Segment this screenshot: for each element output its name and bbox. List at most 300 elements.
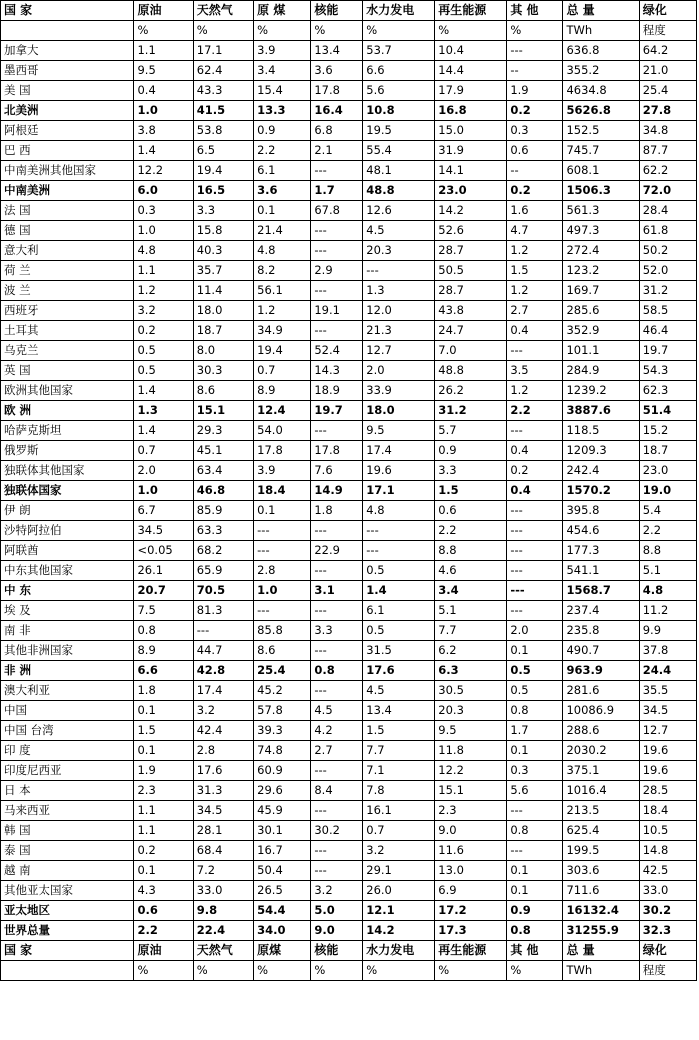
cell-value: 34.0 xyxy=(254,921,311,941)
table-row xyxy=(1,681,697,701)
cell-value: 0.1 xyxy=(507,861,563,881)
cell-value: 0.1 xyxy=(134,861,193,881)
cell-value: 8.9 xyxy=(134,641,193,661)
cell-value: 152.5 xyxy=(563,121,639,141)
cell-value: 12.0 xyxy=(363,301,435,321)
table-row xyxy=(1,521,697,541)
cell-value: 32.3 xyxy=(639,921,696,941)
cell-value: 48.8 xyxy=(435,361,507,381)
cell-value: TWh xyxy=(563,961,639,981)
cell-value: 1.1 xyxy=(134,801,193,821)
table-row xyxy=(1,621,697,641)
cell-value: --- xyxy=(311,221,363,241)
cell-value: --- xyxy=(311,761,363,781)
cell-value: 1239.2 xyxy=(563,381,639,401)
table-row xyxy=(1,501,697,521)
cell-value: 18.7 xyxy=(639,441,696,461)
row-label: 西班牙 xyxy=(1,301,134,321)
cell-value: 1.1 xyxy=(134,821,193,841)
cell-value: 1506.3 xyxy=(563,181,639,201)
cell-value: 62.2 xyxy=(639,161,696,181)
cell-value: 3.9 xyxy=(254,461,311,481)
cell-value: 8.9 xyxy=(254,381,311,401)
cell-value: 9.9 xyxy=(639,621,696,641)
cell-value: 1.1 xyxy=(134,261,193,281)
cell-value: 1.6 xyxy=(507,201,563,221)
cell-value: 4.3 xyxy=(134,881,193,901)
cell-value: 68.2 xyxy=(193,541,253,561)
row-label: 法 国 xyxy=(1,201,134,221)
cell-value: 48.1 xyxy=(363,161,435,181)
cell-value: 6.2 xyxy=(435,641,507,661)
cell-value: 1568.7 xyxy=(563,581,639,601)
row-label: 欧 洲 xyxy=(1,401,134,421)
cell-value: --- xyxy=(507,581,563,601)
cell-value: 48.8 xyxy=(363,181,435,201)
cell-value: 2.3 xyxy=(134,781,193,801)
row-label: 加拿大 xyxy=(1,41,134,61)
cell-value: 7.2 xyxy=(193,861,253,881)
cell-value: 43.3 xyxy=(193,81,253,101)
cell-value: 0.6 xyxy=(507,141,563,161)
cell-value: 0.2 xyxy=(507,461,563,481)
cell-value: 52.0 xyxy=(639,261,696,281)
cell-value: 70.5 xyxy=(193,581,253,601)
table-row xyxy=(1,761,697,781)
table-row xyxy=(1,541,697,561)
cell-value: 17.9 xyxy=(435,81,507,101)
cell-value: -- xyxy=(507,61,563,81)
cell-value: 29.1 xyxy=(363,861,435,881)
cell-value: 284.9 xyxy=(563,361,639,381)
cell-value: 31.5 xyxy=(363,641,435,661)
cell-value: 6.1 xyxy=(363,601,435,621)
cell-value: 0.9 xyxy=(254,121,311,141)
cell-value: % xyxy=(254,961,311,981)
cell-value: % xyxy=(193,21,253,41)
cell-value: 1.5 xyxy=(507,261,563,281)
table-row xyxy=(1,421,697,441)
cell-value: 19.4 xyxy=(254,341,311,361)
cell-value: 17.3 xyxy=(435,921,507,941)
cell-value: 1.8 xyxy=(134,681,193,701)
table-row xyxy=(1,841,697,861)
row-label: 中东其他国家 xyxy=(1,561,134,581)
cell-value: --- xyxy=(507,801,563,821)
cell-value: 10.4 xyxy=(435,41,507,61)
cell-value: 17.4 xyxy=(193,681,253,701)
cell-value: 其 他 xyxy=(507,941,563,961)
cell-value: 33.0 xyxy=(639,881,696,901)
cell-value: 19.7 xyxy=(639,341,696,361)
cell-value: 17.6 xyxy=(193,761,253,781)
cell-value: 6.9 xyxy=(435,881,507,901)
cell-value: 19.1 xyxy=(311,301,363,321)
cell-value: 45.9 xyxy=(254,801,311,821)
cell-value: 7.1 xyxy=(363,761,435,781)
cell-value: 11.8 xyxy=(435,741,507,761)
footer-unit-blank xyxy=(1,961,134,981)
cell-value: 28.7 xyxy=(435,281,507,301)
row-label: 中国 台湾 xyxy=(1,721,134,741)
cell-value: 7.6 xyxy=(311,461,363,481)
cell-value: 8.6 xyxy=(193,381,253,401)
cell-value: 1.0 xyxy=(134,221,193,241)
row-label: 亚太地区 xyxy=(1,901,134,921)
cell-value: 6.6 xyxy=(134,661,193,681)
cell-value: 0.3 xyxy=(507,761,563,781)
cell-value: 15.1 xyxy=(435,781,507,801)
cell-value: % xyxy=(507,21,563,41)
cell-value: 1.2 xyxy=(507,281,563,301)
row-label: 南 非 xyxy=(1,621,134,641)
cell-value: 1.4 xyxy=(134,421,193,441)
cell-value: 28.4 xyxy=(639,201,696,221)
cell-value: 177.3 xyxy=(563,541,639,561)
cell-value: 18.9 xyxy=(311,381,363,401)
cell-value: 天然气 xyxy=(193,941,253,961)
cell-value: 288.6 xyxy=(563,721,639,741)
cell-value: 7.8 xyxy=(363,781,435,801)
cell-value: 0.7 xyxy=(254,361,311,381)
cell-value: 0.2 xyxy=(507,101,563,121)
cell-value: 17.1 xyxy=(193,41,253,61)
table-row xyxy=(1,921,697,941)
cell-value: 20.3 xyxy=(363,241,435,261)
cell-value: 18.0 xyxy=(363,401,435,421)
cell-value: 0.3 xyxy=(134,201,193,221)
cell-value: 14.2 xyxy=(435,201,507,221)
cell-value: --- xyxy=(507,41,563,61)
cell-value: 11.4 xyxy=(193,281,253,301)
cell-value: 水力发电 xyxy=(363,941,435,961)
cell-value: 14.1 xyxy=(435,161,507,181)
table-row xyxy=(1,741,697,761)
cell-value: 40.3 xyxy=(193,241,253,261)
cell-value: --- xyxy=(311,841,363,861)
table-row xyxy=(1,561,697,581)
row-label: 非 洲 xyxy=(1,661,134,681)
cell-value: 34.5 xyxy=(134,521,193,541)
cell-value: 1.2 xyxy=(254,301,311,321)
cell-value: 原 煤 xyxy=(254,1,311,21)
cell-value: 3.2 xyxy=(193,701,253,721)
cell-value: 0.8 xyxy=(507,921,563,941)
cell-value: 16.1 xyxy=(363,801,435,821)
row-label: 波 兰 xyxy=(1,281,134,301)
cell-value: 745.7 xyxy=(563,141,639,161)
cell-value: 45.2 xyxy=(254,681,311,701)
cell-value: 5.1 xyxy=(639,561,696,581)
cell-value: 50.4 xyxy=(254,861,311,881)
row-label: 北美洲 xyxy=(1,101,134,121)
cell-value: 8.2 xyxy=(254,261,311,281)
cell-value: 85.9 xyxy=(193,501,253,521)
cell-value: 1.8 xyxy=(311,501,363,521)
cell-value: 26.2 xyxy=(435,381,507,401)
cell-value: --- xyxy=(363,541,435,561)
cell-value: 28.5 xyxy=(639,781,696,801)
cell-value: 28.7 xyxy=(435,241,507,261)
table-row xyxy=(1,901,697,921)
cell-value: 34.9 xyxy=(254,321,311,341)
cell-value: 303.6 xyxy=(563,861,639,881)
cell-value: 0.1 xyxy=(134,741,193,761)
table-row xyxy=(1,201,697,221)
cell-value: --- xyxy=(311,601,363,621)
cell-value: 19.6 xyxy=(639,761,696,781)
row-label: 俄罗斯 xyxy=(1,441,134,461)
cell-value: 561.3 xyxy=(563,201,639,221)
cell-value: 87.7 xyxy=(639,141,696,161)
cell-value: 68.4 xyxy=(193,841,253,861)
cell-value: 13.3 xyxy=(254,101,311,121)
cell-value: 55.4 xyxy=(363,141,435,161)
cell-value: 总 量 xyxy=(563,941,639,961)
cell-value: <0.05 xyxy=(134,541,193,561)
cell-value: 26.5 xyxy=(254,881,311,901)
cell-value: 4.8 xyxy=(254,241,311,261)
cell-value: 3.4 xyxy=(435,581,507,601)
cell-value: 26.1 xyxy=(134,561,193,581)
cell-value: 963.9 xyxy=(563,661,639,681)
cell-value: 0.8 xyxy=(134,621,193,641)
cell-value: 281.6 xyxy=(563,681,639,701)
table-row xyxy=(1,41,697,61)
cell-value: % xyxy=(363,21,435,41)
cell-value: 再生能源 xyxy=(435,941,507,961)
cell-value: 17.8 xyxy=(311,441,363,461)
row-label: 中国 xyxy=(1,701,134,721)
cell-value: 541.1 xyxy=(563,561,639,581)
table-row xyxy=(1,441,697,461)
cell-value: 44.7 xyxy=(193,641,253,661)
cell-value: --- xyxy=(507,421,563,441)
cell-value: 5.4 xyxy=(639,501,696,521)
cell-value: 0.1 xyxy=(507,881,563,901)
cell-value: 42.8 xyxy=(193,661,253,681)
cell-value: 7.0 xyxy=(435,341,507,361)
cell-value: 原煤 xyxy=(254,941,311,961)
cell-value: 31.3 xyxy=(193,781,253,801)
cell-value: 10.5 xyxy=(639,821,696,841)
cell-value: 169.7 xyxy=(563,281,639,301)
cell-value: 30.2 xyxy=(639,901,696,921)
cell-value: 原油 xyxy=(134,1,193,21)
cell-value: 其 他 xyxy=(507,1,563,21)
cell-value: 16.7 xyxy=(254,841,311,861)
cell-value: 22.9 xyxy=(311,541,363,561)
cell-value: 39.3 xyxy=(254,721,311,741)
cell-value: 4.5 xyxy=(363,221,435,241)
cell-value: 608.1 xyxy=(563,161,639,181)
cell-value: 1.2 xyxy=(507,381,563,401)
cell-value: 235.8 xyxy=(563,621,639,641)
cell-value: 12.7 xyxy=(639,721,696,741)
cell-value: 52.6 xyxy=(435,221,507,241)
cell-value: 12.2 xyxy=(134,161,193,181)
cell-value: --- xyxy=(311,161,363,181)
cell-value: 0.5 xyxy=(363,621,435,641)
cell-value: % xyxy=(311,21,363,41)
cell-value: 199.5 xyxy=(563,841,639,861)
cell-value: 9.5 xyxy=(134,61,193,81)
cell-value: 35.7 xyxy=(193,261,253,281)
table-footer-header-row xyxy=(1,941,697,961)
cell-value: --- xyxy=(193,621,253,641)
cell-value: 9.5 xyxy=(435,721,507,741)
cell-value: 19.0 xyxy=(639,481,696,501)
cell-value: 20.7 xyxy=(134,581,193,601)
cell-value: 16.8 xyxy=(435,101,507,121)
cell-value: 4.8 xyxy=(134,241,193,261)
table-row xyxy=(1,161,697,181)
cell-value: 1209.3 xyxy=(563,441,639,461)
cell-value: 17.2 xyxy=(435,901,507,921)
cell-value: 6.8 xyxy=(311,121,363,141)
cell-value: 63.4 xyxy=(193,461,253,481)
cell-value: 水力发电 xyxy=(363,1,435,21)
cell-value: 1.7 xyxy=(311,181,363,201)
cell-value: 50.5 xyxy=(435,261,507,281)
cell-value: 454.6 xyxy=(563,521,639,541)
cell-value: 0.8 xyxy=(507,821,563,841)
cell-value: 4634.8 xyxy=(563,81,639,101)
cell-value: 19.4 xyxy=(193,161,253,181)
cell-value: 50.2 xyxy=(639,241,696,261)
table-row xyxy=(1,821,697,841)
cell-value: 53.8 xyxy=(193,121,253,141)
cell-value: 237.4 xyxy=(563,601,639,621)
cell-value: 46.4 xyxy=(639,321,696,341)
cell-value: 30.3 xyxy=(193,361,253,381)
cell-value: % xyxy=(134,961,193,981)
cell-value: 1.2 xyxy=(134,281,193,301)
cell-value: 0.4 xyxy=(507,481,563,501)
cell-value: 17.8 xyxy=(311,81,363,101)
cell-value: 15.1 xyxy=(193,401,253,421)
row-label: 乌克兰 xyxy=(1,341,134,361)
cell-value: 1.2 xyxy=(507,241,563,261)
cell-value: 4.7 xyxy=(507,221,563,241)
cell-value: 17.4 xyxy=(363,441,435,461)
table-row xyxy=(1,261,697,281)
cell-value: 14.8 xyxy=(639,841,696,861)
cell-value: 0.2 xyxy=(134,321,193,341)
cell-value: 25.4 xyxy=(639,81,696,101)
row-label: 欧洲其他国家 xyxy=(1,381,134,401)
cell-value: 0.6 xyxy=(435,501,507,521)
table-row xyxy=(1,321,697,341)
cell-value: 8.8 xyxy=(435,541,507,561)
row-label: 伊 朗 xyxy=(1,501,134,521)
cell-value: 核能 xyxy=(311,1,363,21)
cell-value: 0.1 xyxy=(507,641,563,661)
cell-value: 0.1 xyxy=(254,201,311,221)
cell-value: 14.2 xyxy=(363,921,435,941)
cell-value: 总 量 xyxy=(563,1,639,21)
cell-value: 0.6 xyxy=(134,901,193,921)
cell-value: 57.8 xyxy=(254,701,311,721)
cell-value: 0.2 xyxy=(134,841,193,861)
cell-value: 1.4 xyxy=(134,381,193,401)
cell-value: 18.4 xyxy=(639,801,696,821)
cell-value: --- xyxy=(507,521,563,541)
cell-value: 3.6 xyxy=(254,181,311,201)
row-label: 德 国 xyxy=(1,221,134,241)
cell-value: 42.5 xyxy=(639,861,696,881)
cell-value: 3.6 xyxy=(311,61,363,81)
cell-value: 4.6 xyxy=(435,561,507,581)
cell-value: 8.8 xyxy=(639,541,696,561)
row-label: 印度尼西亚 xyxy=(1,761,134,781)
cell-value: 29.3 xyxy=(193,421,253,441)
table-row xyxy=(1,361,697,381)
cell-value: 6.1 xyxy=(254,161,311,181)
cell-value: 490.7 xyxy=(563,641,639,661)
cell-value: 46.8 xyxy=(193,481,253,501)
row-label: 阿联酋 xyxy=(1,541,134,561)
table-row xyxy=(1,401,697,421)
cell-value: --- xyxy=(311,521,363,541)
row-label: 中南美洲其他国家 xyxy=(1,161,134,181)
cell-value: 62.4 xyxy=(193,61,253,81)
cell-value: 67.8 xyxy=(311,201,363,221)
table-row xyxy=(1,881,697,901)
cell-value: 6.3 xyxy=(435,661,507,681)
cell-value: --- xyxy=(254,601,311,621)
row-label: 日 本 xyxy=(1,781,134,801)
cell-value: 2.2 xyxy=(254,141,311,161)
cell-value: 3.1 xyxy=(311,581,363,601)
cell-value: 64.2 xyxy=(639,41,696,61)
cell-value: 42.4 xyxy=(193,721,253,741)
cell-value: 1.5 xyxy=(363,721,435,741)
cell-value: 30.5 xyxy=(435,681,507,701)
table-row xyxy=(1,341,697,361)
cell-value: 5.6 xyxy=(363,81,435,101)
cell-value: 3887.6 xyxy=(563,401,639,421)
row-label: 哈萨克斯坦 xyxy=(1,421,134,441)
cell-value: 2.0 xyxy=(363,361,435,381)
cell-value: --- xyxy=(311,641,363,661)
cell-value: 14.4 xyxy=(435,61,507,81)
table-row xyxy=(1,641,697,661)
row-label: 独联体国家 xyxy=(1,481,134,501)
cell-value: 1.3 xyxy=(134,401,193,421)
cell-value: 1.9 xyxy=(134,761,193,781)
cell-value: 5.1 xyxy=(435,601,507,621)
cell-value: 6.7 xyxy=(134,501,193,521)
table-row xyxy=(1,81,697,101)
cell-value: % xyxy=(193,961,253,981)
cell-value: 31.2 xyxy=(639,281,696,301)
table-row xyxy=(1,481,697,501)
cell-value: 1570.2 xyxy=(563,481,639,501)
table-row xyxy=(1,861,697,881)
cell-value: 0.1 xyxy=(254,501,311,521)
cell-value: 62.3 xyxy=(639,381,696,401)
table-row xyxy=(1,61,697,81)
cell-value: 33.0 xyxy=(193,881,253,901)
cell-value: 程度 xyxy=(639,961,696,981)
table-row xyxy=(1,701,697,721)
cell-value: 20.3 xyxy=(435,701,507,721)
cell-value: --- xyxy=(507,541,563,561)
table-row xyxy=(1,301,697,321)
cell-value: 1.5 xyxy=(435,481,507,501)
cell-value: 3.8 xyxy=(134,121,193,141)
